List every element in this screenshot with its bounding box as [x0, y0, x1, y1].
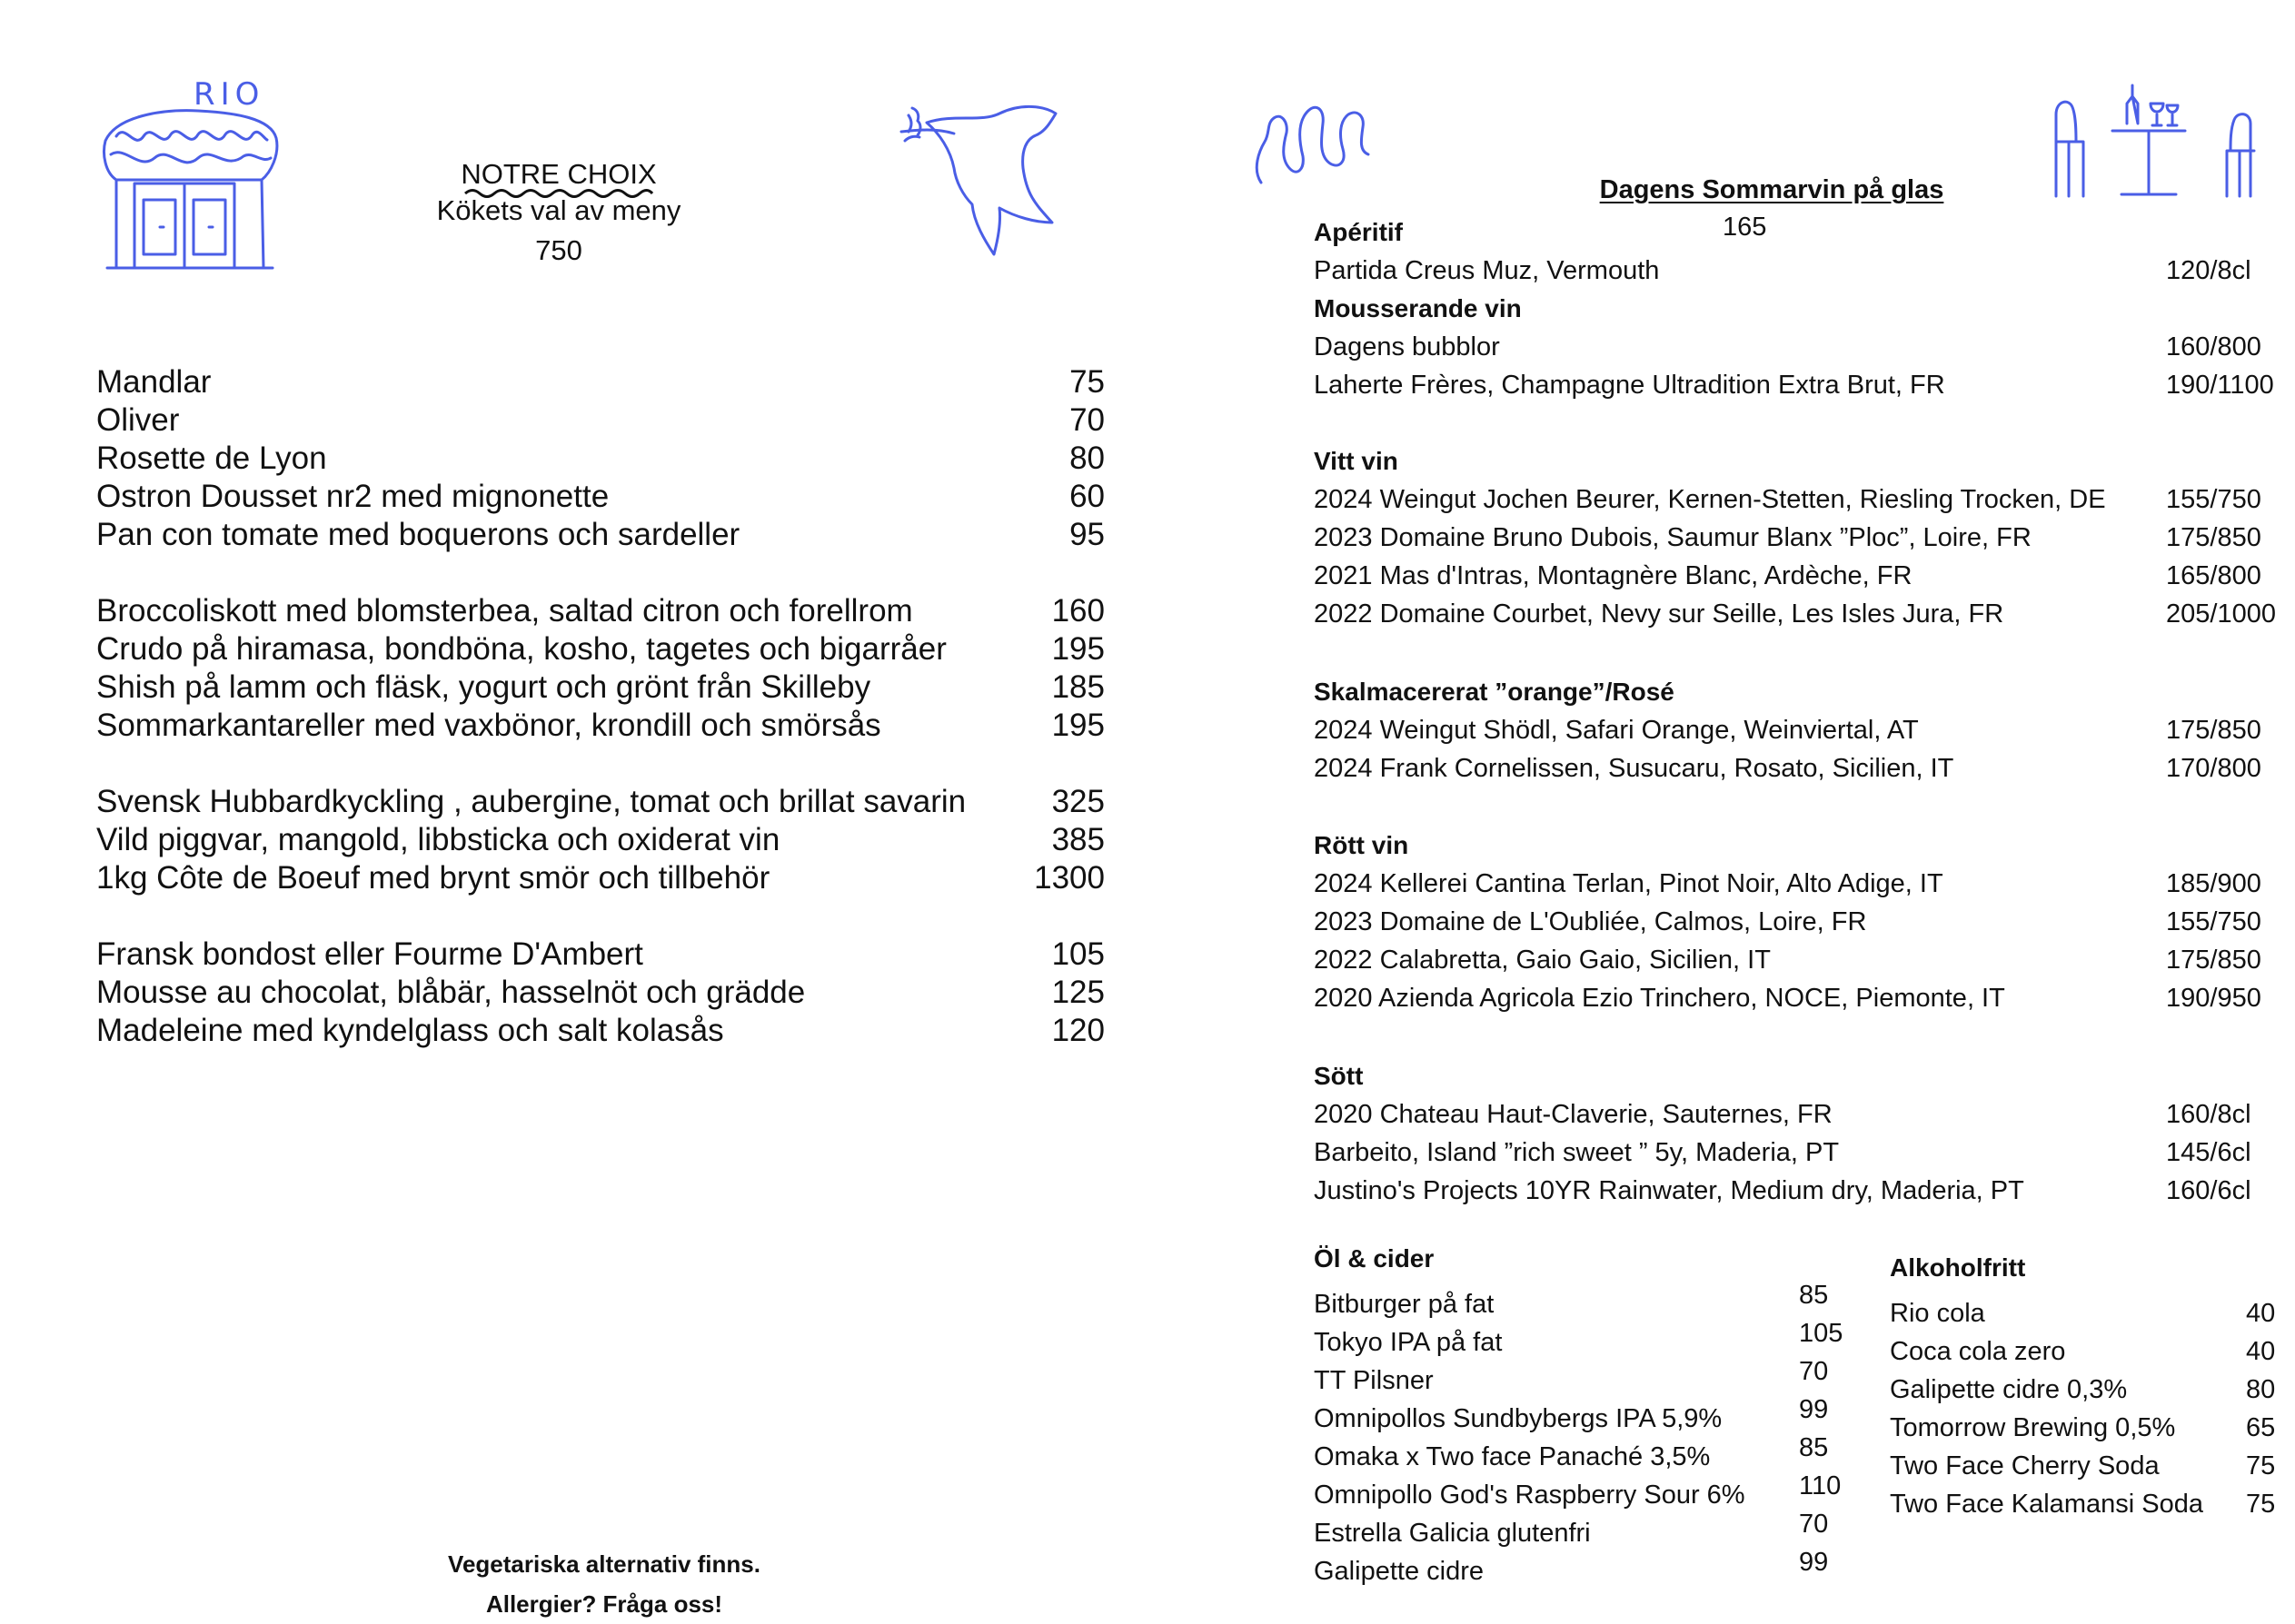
- item-name: Mousse au chocolat, blåbär, hasselnöt och grädde: [96, 975, 806, 1010]
- item-price: 85: [1799, 1433, 1829, 1462]
- item-name: Two Face Kalamansi Soda: [1890, 1490, 2203, 1519]
- item-price: 325: [1051, 784, 1105, 819]
- item-name: Omnipollo God's Raspberry Sour 6%: [1314, 1480, 1745, 1510]
- rio-logo-text: RIO: [194, 76, 265, 113]
- item-name: Mandlar: [96, 364, 212, 400]
- item-name: Omaka x Two face Panaché 3,5%: [1314, 1442, 1711, 1471]
- item-name: Fransk bondost eller Fourme D'Ambert: [96, 936, 643, 972]
- item-price: 175/850: [2166, 716, 2261, 745]
- item-name: 2024 Kellerei Cantina Terlan, Pinot Noir, Alto Adige, IT: [1314, 869, 1943, 898]
- dagens-sommarvin-title: Dagens Sommarvin på glas: [1599, 175, 1944, 204]
- menu-subtitle: Kökets val av meny: [436, 194, 681, 226]
- wine-section-title: Vitt vin: [1314, 447, 1398, 475]
- item-price: 145/6cl: [2166, 1138, 2251, 1167]
- item-price: 95: [1069, 517, 1105, 552]
- item-name: Justino's Projects 10YR Rainwater, Medium dry, Maderia, PT: [1314, 1176, 2024, 1205]
- item-price: 165/800: [2166, 561, 2261, 590]
- item-name: 2024 Weingut Shödl, Safari Orange, Weinviertal, AT: [1314, 716, 1919, 745]
- item-price: 1300: [1034, 860, 1105, 896]
- item-price: 190/1100: [2166, 371, 2274, 400]
- dietary-footer: [391, 1544, 818, 1624]
- item-name: Tokyo IPA på fat: [1314, 1328, 1503, 1357]
- item-name: 2023 Domaine Bruno Dubois, Saumur Blanx ”Ploc”, Loire, FR: [1314, 523, 2032, 552]
- item-name: Oliver: [96, 402, 180, 438]
- item-name: Coca cola zero: [1890, 1337, 2066, 1366]
- item-name: Svensk Hubbardkyckling , aubergine, tomat och brillat savarin: [96, 784, 967, 819]
- item-name: Vild piggvar, mangold, libbsticka och oxiderat vin: [96, 822, 780, 857]
- item-price: 185: [1051, 669, 1105, 705]
- item-price: 80: [1069, 441, 1105, 476]
- item-name: 1kg Côte de Boeuf med brynt smör och tillbehör: [96, 860, 770, 896]
- item-name: 2023 Domaine de L'Oubliée, Calmos, Loire, FR: [1314, 907, 1867, 936]
- item-price: 105: [1051, 936, 1105, 972]
- item-price: 155/750: [2166, 907, 2261, 936]
- item-name: Rosette de Lyon: [96, 441, 327, 476]
- item-name: 2024 Frank Cornelissen, Susucaru, Rosato, Sicilien, IT: [1314, 754, 1954, 783]
- item-price: 70: [1799, 1357, 1829, 1386]
- item-name: Bitburger på fat: [1314, 1290, 1495, 1319]
- item-price: 195: [1051, 708, 1105, 743]
- item-name: Shish på lamm och fläsk, yogurt och grönt från Skilleby: [96, 669, 871, 705]
- item-name: Tomorrow Brewing 0,5%: [1890, 1413, 2176, 1442]
- item-price: 195: [1051, 631, 1105, 667]
- item-price: 160/800: [2166, 332, 2261, 361]
- cafe-table-icon: [2049, 78, 2258, 201]
- item-name: Madeleine med kyndelglass och salt kolasås: [96, 1013, 724, 1048]
- item-name: 2020 Azienda Agricola Ezio Trinchero, NOCE, Piemonte, IT: [1314, 984, 2005, 1013]
- item-price: 40: [2246, 1337, 2276, 1366]
- item-price: 175/850: [2166, 946, 2261, 975]
- item-name: Ostron Dousset nr2 med mignonette: [96, 479, 610, 514]
- wine-section-title: Mousserande vin: [1314, 294, 1522, 322]
- item-name: Pan con tomate med boquerons och sardeller: [96, 517, 740, 552]
- item-price: 125: [1051, 975, 1105, 1010]
- item-price: 120/8cl: [2166, 256, 2251, 285]
- dove-icon: [899, 95, 1063, 259]
- item-price: 160: [1051, 593, 1105, 629]
- item-price: 175/850: [2166, 523, 2261, 552]
- item-price: 105: [1799, 1319, 1843, 1348]
- item-price: 99: [1799, 1395, 1829, 1424]
- item-price: 110: [1799, 1471, 1842, 1500]
- item-name: Partida Creus Muz, Vermouth: [1314, 256, 1660, 285]
- vegetarian-note: Vegetariska alternativ finns.: [448, 1550, 760, 1578]
- item-price: 185/900: [2166, 869, 2261, 898]
- beer-section-title: Öl & cider: [1314, 1244, 1435, 1272]
- dagens-sommarvin-block: [1545, 173, 1999, 207]
- item-price: 190/950: [2166, 984, 2261, 1013]
- item-name: Galipette cidre: [1314, 1557, 1484, 1586]
- item-name: Barbeito, Island ”rich sweet ” 5y, Maderia, PT: [1314, 1138, 1840, 1167]
- item-price: 75: [2246, 1490, 2276, 1519]
- item-price: 99: [1799, 1548, 1829, 1577]
- item-price: 75: [1069, 364, 1105, 400]
- item-name: Rio cola: [1890, 1299, 1985, 1328]
- wine-section-title: Skalmacererat ”orange”/Rosé: [1314, 678, 1674, 706]
- item-name: 2024 Weingut Jochen Beurer, Kernen-Stetten, Riesling Trocken, DE: [1314, 485, 2106, 514]
- item-name: Omnipollos Sundbybergs IPA 5,9%: [1314, 1404, 1723, 1433]
- wine-section-title: Sött: [1314, 1062, 1364, 1090]
- item-name: Estrella Galicia glutenfri: [1314, 1519, 1591, 1548]
- dagens-sommarvin-price: 165: [1723, 213, 1767, 242]
- item-name: Sommarkantareller med vaxbönor, krondill och smörsås: [96, 708, 881, 743]
- item-price: 40: [2246, 1299, 2276, 1328]
- item-name: Crudo på hiramasa, bondböna, kosho, tagetes och bigarråer: [96, 631, 947, 667]
- item-price: 70: [1069, 402, 1105, 438]
- soft-drinks-section-title: Alkoholfritt: [1890, 1253, 2026, 1282]
- item-name: Galipette cidre 0,3%: [1890, 1375, 2128, 1404]
- item-price: 85: [1799, 1281, 1829, 1310]
- item-name: Laherte Frères, Champagne Ultradition Extra Brut, FR: [1314, 371, 1945, 400]
- allergy-note: Allergier? Fråga oss!: [485, 1590, 723, 1618]
- notre-choix-title: NOTRE CHOIX: [461, 158, 657, 190]
- item-price: 70: [1799, 1510, 1829, 1539]
- item-price: 160/8cl: [2166, 1100, 2251, 1129]
- item-name: 2022 Domaine Courbet, Nevy sur Seille, Les Isles Jura, FR: [1314, 599, 2004, 629]
- item-price: 385: [1051, 822, 1105, 857]
- item-price: 60: [1069, 479, 1105, 514]
- notre-choix-block: [391, 156, 727, 269]
- item-name: 2022 Calabretta, Gaio Gaio, Sicilien, IT: [1314, 946, 1771, 975]
- rio-shop-logo: [98, 76, 280, 277]
- item-price: 160/6cl: [2166, 1176, 2251, 1205]
- item-price: 155/750: [2166, 485, 2261, 514]
- menu-price: 750: [535, 234, 582, 266]
- item-price: 205/1000: [2166, 599, 2276, 629]
- wine-section-title: Apéritif: [1314, 218, 1403, 246]
- item-price: 80: [2246, 1375, 2276, 1404]
- item-name: 2021 Mas d'Intras, Montagnère Blanc, Ardèche, FR: [1314, 561, 1912, 590]
- item-name: 2020 Chateau Haut-Claverie, Sauternes, FR: [1314, 1100, 1833, 1129]
- item-name: Dagens bubblor: [1314, 332, 1500, 361]
- item-name: Two Face Cherry Soda: [1890, 1451, 2160, 1480]
- item-price: 170/800: [2166, 754, 2261, 783]
- wine-section-title: Rött vin: [1314, 831, 1409, 859]
- item-price: 120: [1051, 1013, 1105, 1048]
- item-price: 75: [2246, 1451, 2276, 1480]
- item-price: 65: [2246, 1413, 2276, 1442]
- item-name: TT Pilsner: [1314, 1366, 1434, 1395]
- item-name: Broccoliskott med blomsterbea, saltad citron och forellrom: [96, 593, 913, 629]
- squiggle-icon: [1252, 96, 1379, 196]
